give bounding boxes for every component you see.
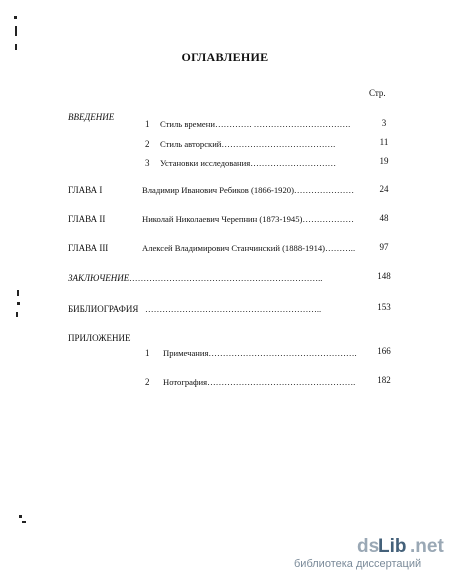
svg-text:ds: ds xyxy=(357,536,380,556)
page-column-header: Стр. xyxy=(369,88,386,98)
toc-item-text: Стиль авторский…………………………………. xyxy=(160,139,336,149)
appendix-label: ПРИЛОЖЕНИЕ xyxy=(68,333,131,343)
toc-item-text: Нотография……………………………………………. xyxy=(163,377,356,387)
scan-mark xyxy=(15,26,17,36)
toc-item-page: 3 xyxy=(381,118,387,128)
toc-item-text: Примечания……………………………………………. xyxy=(163,348,357,358)
toc-item-number: 1 xyxy=(145,119,150,129)
chapter-page: 48 xyxy=(379,213,389,223)
svg-text:.net: .net xyxy=(410,536,444,556)
chapter-page: 97 xyxy=(379,242,389,252)
bibliography-page: 153 xyxy=(377,302,391,312)
scan-mark xyxy=(22,521,26,523)
toc-item-page: 11 xyxy=(379,137,389,147)
toc-item-text: Стиль времени…………. ……………………………. xyxy=(160,119,351,129)
toc-item-page: 19 xyxy=(379,156,389,166)
watermark-caption: библиотека диссертаций xyxy=(294,558,422,570)
bibliography-dots: …………………………………………………….. xyxy=(145,304,322,314)
toc-item-number: 3 xyxy=(145,158,150,168)
chapter-text: Алексей Владимирович Станчинский (1888-1914)……….. xyxy=(142,243,356,253)
scan-mark xyxy=(14,16,17,19)
chapter-label: ГЛАВА I xyxy=(68,185,103,195)
conclusion-dots: ………………………………………………………….. xyxy=(129,273,323,283)
chapter-page: 24 xyxy=(379,184,389,194)
toc-item-number: 2 xyxy=(145,139,150,149)
bibliography-label: БИБЛИОГРАФИЯ xyxy=(68,304,139,314)
chapter-text: Владимир Иванович Ребиков (1866-1920)………………… xyxy=(142,185,355,195)
toc-item-number: 2 xyxy=(145,377,150,387)
introduction-label: ВВЕДЕНИЕ xyxy=(68,112,115,122)
chapter-label: ГЛАВА II xyxy=(68,214,106,224)
svg-text:Lib: Lib xyxy=(378,536,407,556)
scan-mark xyxy=(17,290,19,296)
toc-item-number: 1 xyxy=(145,348,150,358)
conclusion-label: ЗАКЛЮЧЕНИЕ xyxy=(68,273,130,283)
chapter-label: ГЛАВА III xyxy=(68,243,109,253)
dslib-logo xyxy=(357,534,445,556)
toc-item-page: 166 xyxy=(377,346,391,356)
chapter-text: Николай Николаевич Черепнин (1873-1945)……………… xyxy=(142,214,354,224)
scan-mark xyxy=(19,515,22,518)
toc-title: ОГЛАВЛЕНИЕ xyxy=(181,50,269,64)
scan-mark xyxy=(16,312,18,317)
conclusion-page: 148 xyxy=(377,271,391,281)
toc-item-page: 182 xyxy=(377,375,391,385)
scan-mark xyxy=(17,302,20,305)
toc-item-text: Установки исследования………………………… xyxy=(160,158,337,168)
